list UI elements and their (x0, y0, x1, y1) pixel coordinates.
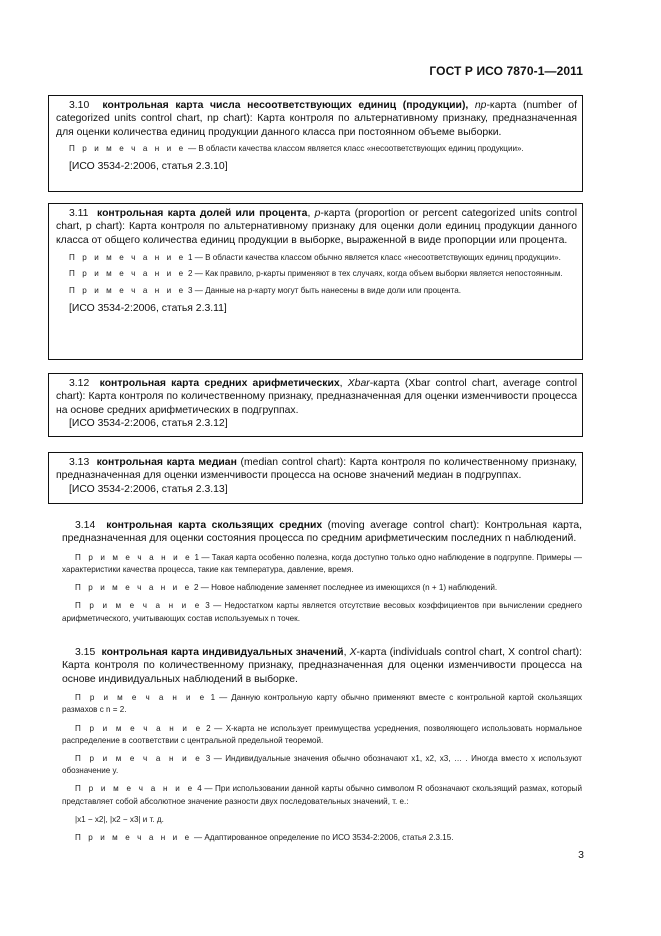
term-alias: X (349, 647, 357, 658)
note-text: 2 — X-карта не использует преимущества усреднения, позволяющего использовать нормальное распределение в соответствии с центральной предельной теоремой. (62, 723, 582, 745)
term-box-3-12 (48, 373, 583, 437)
note-label: П р и м е ч а н и е (69, 269, 186, 279)
note-text: 1 — В области качества классом обычно является класс «несоответствующих единиц продукции». (185, 253, 561, 263)
term-number: 3.11 (69, 208, 89, 219)
note (62, 600, 582, 624)
separator: , (343, 647, 350, 658)
note-label: П р и м е ч а н и е (75, 784, 195, 794)
term-source: [ИСО 3534-2:2006, статья 2.3.12] (69, 418, 228, 430)
term-definition (56, 99, 577, 139)
note-text: 1 — Такая карта особенно полезна, когда доступно только одно наблюдение в подгруппе. Примеры — характеристики качества процесса, такие как температура, давление, время. (62, 552, 582, 575)
term-definition (56, 456, 577, 483)
note-label: П р и м е ч а н и е (75, 583, 192, 593)
term-text: -карта (number of categorized units control chart, np chart): Карта контроля по альтернативному признаку, предназначенная для оценки количества единиц продукции данного класса при постоянном объеме выборки. (56, 100, 577, 138)
term-definition (62, 646, 582, 686)
term-text: -карта (individuals control chart, X control chart): Карта контроля по количественному признаку, предназначенная для оценки изменчивости процесса на основе индивидуальных наблюдений в выборке. (62, 647, 582, 685)
term-name: контрольная карта медиан (96, 457, 237, 468)
term-source: [ИСО 3534-2:2006, статья 2.3.11] (69, 302, 227, 314)
note (62, 692, 582, 716)
page-header: ГОСТ Р ИСО 7870-1—2011 (429, 64, 583, 78)
term-name: контрольная карта средних арифметических (99, 378, 340, 389)
term-block-3-15 (62, 646, 582, 844)
term-block-3-14 (62, 519, 582, 625)
term-text: (median control chart): Карта контроля по количественному признаку, предназначенная для оценки изменчивости процесса на основе значений медиан в подгруппах. (56, 457, 577, 482)
term-text: (moving average control chart): Контрольная карта, предназначенная для оценки состояния процесса по средним арифметическим последних n наблюдений. (62, 520, 582, 545)
term-alias: p (314, 208, 321, 219)
term-number: 3.14 (75, 520, 96, 531)
term-name: контрольная карта числа несоответствующих единиц (продукции), (102, 100, 469, 111)
note-label: П р и м е ч а н и е (75, 601, 202, 611)
note-label: П р и м е ч а н и е (75, 754, 203, 764)
note-label: П р и м е ч а н и е (75, 693, 207, 703)
note-text: 2 — Новое наблюдение заменяет последнее из имеющихся (n + 1) наблюдений. (191, 583, 498, 593)
page-number: 3 (578, 849, 584, 861)
term-source: [ИСО 3534-2:2006, статья 2.3.13] (69, 483, 228, 495)
note-label: П р и м е ч а н и е (69, 285, 186, 295)
term-number: 3.13 (69, 457, 90, 468)
term-definition (56, 207, 577, 247)
note (56, 252, 577, 264)
term-name: контрольная карта долей или процента (97, 208, 308, 219)
term-definition (56, 377, 577, 417)
note-text: 1 — Данную контрольную карту обычно применяют вместе с контрольной картой скользящих размахов с n = 2. (62, 693, 582, 715)
note-label: П р и м е ч а н и е (69, 253, 186, 263)
note-label: П р и м е ч а н и е (69, 144, 186, 154)
note (62, 552, 582, 576)
term-name: контрольная карта скользящих средних (106, 520, 323, 531)
note (56, 285, 577, 297)
separator: , (339, 378, 348, 389)
term-text: -карта (Xbar control chart, average control chart): Карта контроля по количественному признаку, предназначенная для оценки изменчивости процесса на основе средних арифметических в подгруппах. (56, 378, 577, 416)
note-label: П р и м е ч а н и е (75, 552, 193, 562)
note (62, 582, 582, 594)
term-definition (62, 519, 582, 546)
term-box-3-10 (48, 95, 583, 192)
note-text: 4 — При использовании данной карты обычно символом R обозначают скользящий размах, который представляет собой абсолютное значение разности двух последовательных значений, т. е.: (62, 784, 582, 806)
note (56, 268, 577, 280)
note-text: — Адаптированное определение по ИСО 3534-2:2006, статья 2.3.15. (191, 833, 454, 843)
term-name: контрольная карта индивидуальных значений (101, 647, 344, 658)
separator: , (307, 208, 315, 219)
note (62, 783, 582, 807)
term-text: -карта (proportion or percent categorized units control chart, p chart): Карта контроля по альтернативному признаку для оценки доли единиц продукции данного класса от общего количества единиц продукции в выборке, выраженной в виде пропорции или процента. (56, 208, 578, 246)
term-number: 3.10 (69, 100, 90, 111)
term-alias: np (474, 100, 487, 111)
note (62, 832, 582, 844)
term-number: 3.12 (69, 378, 90, 389)
formula: |x1 − x2|, |x2 − x3| и т. д. (75, 814, 164, 824)
term-number: 3.15 (75, 647, 96, 658)
term-box-3-11 (48, 203, 583, 360)
term-source: [ИСО 3534-2:2006, статья 2.3.10] (69, 161, 228, 173)
note-text: 3 — Недостатком карты является отсутствие весовых коэффициентов при вычислении среднего арифметического, учитывающих состав используемых n точек. (62, 601, 582, 623)
note-label: П р и м е ч а н и е (75, 723, 203, 733)
note-text: 3 — Индивидуальные значения обычно обозначают x1, x2, x3, … . Иногда вместо x используют обозначение y. (62, 754, 582, 776)
note-text: 2 — Как правило, p-карты применяют в тех случаях, когда объем выборки является непостоянным. (185, 269, 563, 279)
note-label: П р и м е ч а н и е (75, 833, 192, 843)
note-text: 3 — Данные на p-карту могут быть нанесены в виде доли или процента. (185, 285, 461, 295)
term-alias: Xbar (347, 378, 370, 389)
note-text: — В области качества классом является класс «несоответствующих единиц продукции». (185, 144, 524, 154)
term-box-3-13 (48, 452, 583, 504)
note (62, 723, 582, 747)
note (56, 143, 577, 155)
note (62, 753, 582, 777)
